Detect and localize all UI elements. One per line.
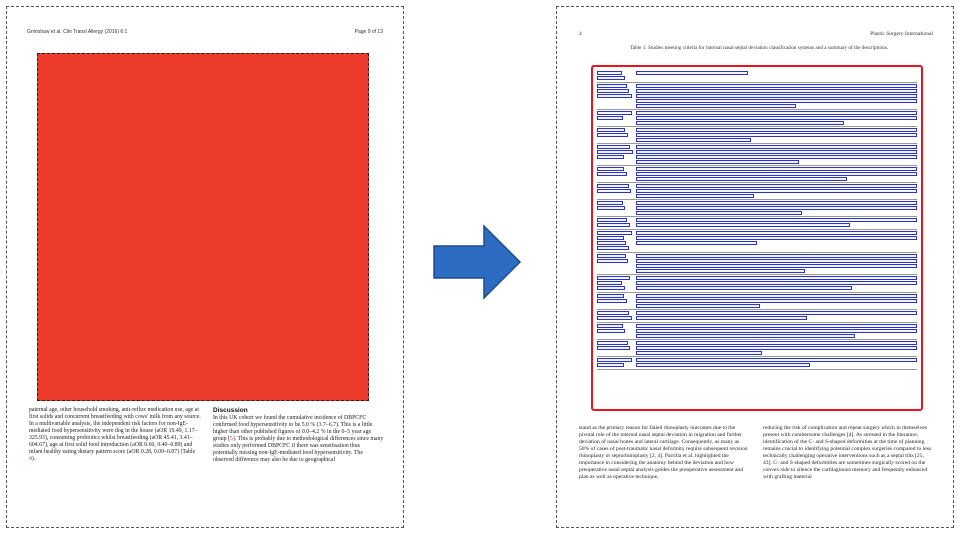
discussion-paragraph-end: ]. This is probably due to methodological differences since many studies only performed DBPCFC if there was sensitisation thus potentially missing non-IgE-mediated food hypersensitivity. The observed difference may also be due to geographical: [213, 436, 384, 463]
description-cell: [633, 253, 917, 274]
word-box: [597, 259, 628, 263]
word-box-line: [636, 201, 917, 205]
study-cell: [597, 323, 633, 339]
right-arrow-icon: [432, 222, 522, 302]
description-cell: [633, 217, 917, 229]
word-box: [597, 150, 633, 154]
description-cell: [633, 110, 917, 126]
word-box: [597, 167, 624, 171]
word-box: [597, 246, 629, 250]
word-box-line: [636, 150, 917, 154]
word-box-line: [636, 259, 917, 263]
word-box-line: [636, 84, 917, 88]
word-box-line: [636, 138, 751, 142]
word-box-line: [636, 99, 917, 103]
word-box-line: [636, 172, 917, 176]
annotated-page: [556, 6, 954, 528]
source-column-1: [29, 407, 201, 463]
word-box-line: [636, 133, 917, 137]
word-box-line: [636, 324, 917, 328]
word-box: [597, 201, 623, 205]
word-box: [597, 184, 629, 188]
word-box: [597, 189, 631, 193]
table-row: [597, 183, 917, 200]
word-box-line: [636, 254, 917, 258]
annotated-body-text: [579, 425, 935, 505]
word-box: [597, 116, 623, 120]
word-box: [597, 329, 625, 333]
description-cell: [633, 183, 917, 199]
description-cell: [633, 357, 917, 369]
annotated-header-page-number: 4: [579, 31, 582, 37]
word-box: [597, 155, 624, 159]
word-box-line: [636, 363, 810, 367]
table-row: [597, 70, 917, 83]
word-box: [597, 346, 630, 350]
word-box: [597, 128, 625, 132]
word-box-line: [636, 231, 917, 235]
description-cell: [633, 230, 917, 252]
word-box: [597, 241, 626, 245]
table-row: [597, 323, 917, 340]
description-cell: [633, 144, 917, 165]
table-row: [597, 200, 917, 217]
source-paragraph: paternal age, other household smoking, anti-reflux medication use, age at first solids and concurrent breastfeeding with cows' milk from any source. In a multivariable analysis, the independent risk factors for non-IgE-mediated food hypersensitivity were dog in the house (aOR 19.49, 1.17–325.93), consuming probiotics whilst breastfeeding (aOR 45.41, 3.41–604.67), age at first solid food introduction (aOR 0.60, 0.40–0.89) and infant healthy eating dietary pattern score (aOR 0.28, 0.09–0.87) (Table: [29, 407, 201, 455]
word-box-line: [636, 194, 754, 198]
word-box-line: [636, 89, 917, 93]
word-box-line: [636, 311, 917, 315]
source-page-header: [27, 29, 383, 39]
study-cell: [597, 70, 633, 82]
study-cell: [597, 357, 633, 369]
description-cell: [633, 323, 917, 339]
word-box-line: [636, 346, 917, 350]
word-box: [597, 206, 625, 210]
word-box-line: [636, 189, 917, 193]
word-box-line: [636, 294, 917, 298]
table-row: [597, 310, 917, 323]
study-cell: [597, 217, 633, 229]
source-page: [6, 6, 404, 528]
word-box: [597, 281, 622, 285]
source-header-citation: Grimshaw et al. Clin Transl Allergy (2016) 6:1: [27, 29, 128, 35]
table-row: [597, 110, 917, 127]
word-box: [597, 71, 622, 75]
study-cell: [597, 275, 633, 292]
word-box-line: [636, 94, 917, 98]
word-box-line: [636, 241, 757, 245]
word-box-line: [636, 304, 760, 308]
study-cell: [597, 166, 633, 182]
word-box-line: [636, 167, 917, 171]
word-box: [597, 133, 628, 137]
description-cell: [633, 127, 917, 143]
word-box: [597, 223, 630, 227]
table-row: [597, 144, 917, 166]
study-cell: [597, 230, 633, 252]
citation-reference-link[interactable]: 5: [229, 436, 233, 442]
word-box-line: [636, 276, 917, 280]
word-box-line: [636, 358, 917, 362]
table-row: [597, 253, 917, 275]
word-box: [597, 172, 627, 176]
discussion-paragraph: In this UK cohort we found the cumulative incidence of DBPCFC confirmed food hypersensitivity to be 5.0 % (3.7–6.7). This is a little higher than other published figures of 0.0–4.2 % in the 0–5 year age group [: [213, 415, 373, 442]
word-box-line: [636, 121, 844, 125]
word-box-line: [636, 155, 917, 159]
word-box: [597, 311, 629, 315]
word-box-line: [636, 286, 852, 290]
study-cell: [597, 200, 633, 216]
table-row: [597, 127, 917, 144]
table-row: [597, 217, 917, 230]
word-box: [597, 341, 628, 345]
word-box: [597, 254, 626, 258]
word-box-line: [636, 218, 917, 222]
table-row: [597, 83, 917, 110]
word-box: [597, 89, 629, 93]
table-row: [597, 166, 917, 183]
word-box-line: [636, 206, 917, 210]
study-cell: [597, 183, 633, 199]
word-box-line: [636, 281, 917, 285]
description-cell: [633, 340, 917, 356]
word-box: [597, 111, 632, 115]
annotated-page-header: [579, 31, 933, 41]
word-box-line: [636, 211, 802, 215]
annotated-column-2: reducing the risk of complication and repeat surgery which in themselves present with cumbersome challenges [4]. As stressed in the literature, identification of the C- and S-shaped deformities at the time of planning remains crucial to identifying potential complex surgeries compared to less technically challenging operative interventions such as a septal tilts [25, 43]. C- and S-shaped deformities are sometimes surgically scored on the convex side to silence the cartilaginous memory and frequently enhanced with grafting material: [763, 425, 932, 480]
word-box-line: [636, 299, 917, 303]
study-cell: [597, 83, 633, 109]
study-cell: [597, 253, 633, 274]
table-row: [597, 230, 917, 253]
detected-table-region: [591, 65, 923, 411]
source-column-2: [213, 407, 385, 464]
study-cell: [597, 144, 633, 165]
table-row: [597, 340, 917, 357]
word-box-line: [636, 334, 855, 338]
word-box: [597, 286, 625, 290]
word-box-line: [636, 316, 807, 320]
word-box: [597, 84, 627, 88]
word-box-line: [636, 236, 917, 240]
word-box: [597, 294, 624, 298]
word-box-line: [636, 329, 917, 333]
annotated-column-1: stand as the primary reason for failed rhinoplasty outcomes due to the pivotal role of the internal nasal septal deviation in migration and further deviation of nasal bones and lateral cartilage. Consequently, as many as 50% of cases of post-traumatic nasal deformity require subsequent revision rhinoplasty or septorhinoplasty [2, 4]. Parrilla et al. highlighted the importance in considering the anatomy behind the deviation and how preoperative nasal septal analysis guides the preoperative assessment and plan as well as operative technique,: [579, 425, 748, 480]
description-cell: [633, 166, 917, 182]
word-box: [597, 231, 632, 235]
word-box-line: [636, 264, 917, 268]
source-header-page-number: Page 9 of 13: [354, 29, 383, 35]
word-box-line: [636, 104, 796, 108]
word-box-line: [636, 351, 762, 355]
word-box: [597, 299, 627, 303]
source-paragraph-end: ).: [31, 456, 36, 462]
study-cell: [597, 340, 633, 356]
word-box: [597, 324, 623, 328]
word-box: [597, 145, 630, 149]
study-cell: [597, 127, 633, 143]
description-cell: [633, 200, 917, 216]
word-box: [597, 358, 632, 362]
study-cell: [597, 110, 633, 126]
word-box: [597, 316, 632, 320]
table-row: [597, 357, 917, 370]
word-box: [597, 363, 624, 367]
word-box-line: [636, 71, 748, 75]
word-box-line: [636, 116, 917, 120]
word-box: [597, 276, 630, 280]
table-reference-link[interactable]: 4: [29, 456, 32, 462]
word-box-line: [636, 111, 917, 115]
word-box-line: [636, 341, 917, 345]
word-box-line: [636, 269, 805, 273]
description-cell: [633, 293, 917, 309]
word-box-line: [636, 223, 850, 227]
study-cell: [597, 310, 633, 322]
description-cell: [633, 83, 917, 109]
word-box: [597, 94, 632, 98]
discussion-heading: Discussion: [213, 407, 248, 414]
word-box: [597, 76, 625, 80]
table-caption: Table 1: Studies meeting criteria for internal nasal septal deviation classification systems and a summary of the descriptions.: [629, 45, 889, 51]
study-cell: [597, 293, 633, 309]
word-box-line: [636, 128, 917, 132]
word-box-line: [636, 160, 799, 164]
table-row: [597, 275, 917, 293]
word-box-line: [636, 177, 847, 181]
annotated-header-journal: Plastic Surgery International: [870, 31, 933, 37]
word-box-line: [636, 184, 917, 188]
word-box: [597, 236, 624, 240]
description-cell: [633, 310, 917, 322]
source-body-text: [29, 407, 385, 487]
table-row: [597, 293, 917, 310]
word-box: [597, 218, 627, 222]
description-cell: [633, 70, 917, 82]
redacted-region: [37, 53, 369, 401]
description-cell: [633, 275, 917, 292]
word-box-line: [636, 145, 917, 149]
